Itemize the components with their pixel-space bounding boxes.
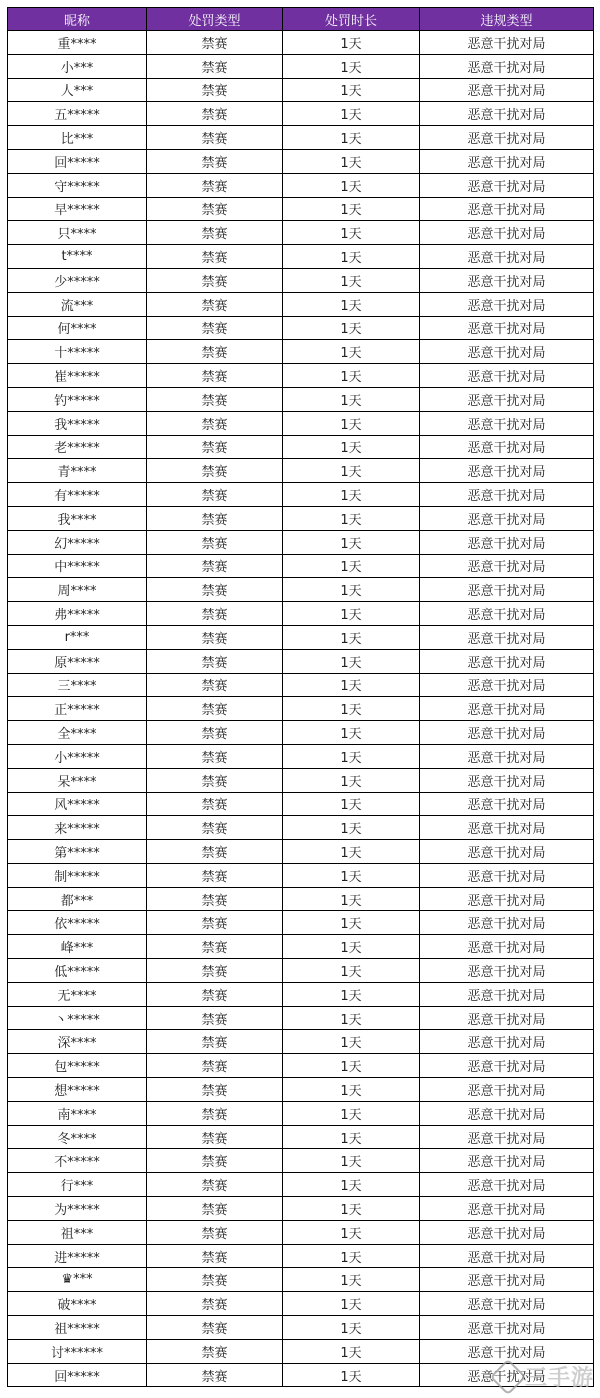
table-row [8, 768, 594, 792]
cell-penalty-duration: 1天 [283, 340, 420, 364]
cell-nickname: 周**** [8, 578, 147, 602]
cell-nickname: t**** [8, 245, 147, 269]
cell-penalty-duration: 1天 [283, 1339, 420, 1363]
cell-penalty-duration: 1天 [283, 483, 420, 507]
cell-penalty-type: 禁赛 [147, 102, 283, 126]
cell-nickname: 制***** [8, 863, 147, 887]
cell-violation-type: 恶意干扰对局 [420, 1220, 594, 1244]
cell-violation-type: 恶意干扰对局 [420, 364, 594, 388]
cell-nickname: 五***** [8, 102, 147, 126]
cell-violation-type: 恶意干扰对局 [420, 602, 594, 626]
cell-penalty-duration: 1天 [283, 54, 420, 78]
cell-violation-type: 恶意干扰对局 [420, 1101, 594, 1125]
cell-penalty-type: 禁赛 [147, 1363, 283, 1387]
table-row [8, 1268, 594, 1292]
table-row [8, 340, 594, 364]
cell-violation-type: 恶意干扰对局 [420, 1149, 594, 1173]
table-row [8, 697, 594, 721]
cell-violation-type: 恶意干扰对局 [420, 411, 594, 435]
cell-violation-type: 恶意干扰对局 [420, 840, 594, 864]
table-row [8, 649, 594, 673]
cell-nickname: 小***** [8, 744, 147, 768]
table-row [8, 221, 594, 245]
table-row [8, 1197, 594, 1221]
cell-penalty-type: 禁赛 [147, 1220, 283, 1244]
cell-violation-type: 恶意干扰对局 [420, 697, 594, 721]
cell-violation-type: 恶意干扰对局 [420, 197, 594, 221]
cell-penalty-duration: 1天 [283, 625, 420, 649]
cell-penalty-duration: 1天 [283, 1006, 420, 1030]
cell-penalty-type: 禁赛 [147, 792, 283, 816]
cell-violation-type: 恶意干扰对局 [420, 792, 594, 816]
cell-penalty-duration: 1天 [283, 1292, 420, 1316]
cell-nickname: 丶***** [8, 1006, 147, 1030]
cell-penalty-duration: 1天 [283, 1220, 420, 1244]
cell-penalty-duration: 1天 [283, 126, 420, 150]
cell-violation-type: 恶意干扰对局 [420, 221, 594, 245]
cell-violation-type: 恶意干扰对局 [420, 387, 594, 411]
cell-nickname: 我**** [8, 506, 147, 530]
cell-penalty-duration: 1天 [283, 554, 420, 578]
cell-nickname: 中***** [8, 554, 147, 578]
table-row [8, 1220, 594, 1244]
cell-nickname: 包***** [8, 1054, 147, 1078]
cell-nickname: 只**** [8, 221, 147, 245]
cell-penalty-duration: 1天 [283, 1125, 420, 1149]
table-row [8, 792, 594, 816]
cell-penalty-duration: 1天 [283, 149, 420, 173]
cell-violation-type: 恶意干扰对局 [420, 173, 594, 197]
cell-penalty-duration: 1天 [283, 578, 420, 602]
cell-penalty-type: 禁赛 [147, 1316, 283, 1340]
cell-nickname: 破**** [8, 1292, 147, 1316]
cell-nickname: 青**** [8, 459, 147, 483]
cell-penalty-type: 禁赛 [147, 1030, 283, 1054]
table-row [8, 126, 594, 150]
table-row [8, 911, 594, 935]
cell-penalty-type: 禁赛 [147, 1149, 283, 1173]
cell-penalty-type: 禁赛 [147, 768, 283, 792]
cell-penalty-duration: 1天 [283, 102, 420, 126]
cell-nickname: 第***** [8, 840, 147, 864]
cell-violation-type: 恶意干扰对局 [420, 1125, 594, 1149]
cell-penalty-type: 禁赛 [147, 530, 283, 554]
cell-penalty-duration: 1天 [283, 602, 420, 626]
cell-penalty-duration: 1天 [283, 245, 420, 269]
cell-violation-type: 恶意干扰对局 [420, 340, 594, 364]
table-row [8, 78, 594, 102]
cell-nickname: 早***** [8, 197, 147, 221]
cell-penalty-type: 禁赛 [147, 1292, 283, 1316]
cell-penalty-type: 禁赛 [147, 1101, 283, 1125]
cell-violation-type: 恶意干扰对局 [420, 625, 594, 649]
table-row [8, 816, 594, 840]
cell-penalty-duration: 1天 [283, 887, 420, 911]
table-row [8, 387, 594, 411]
cell-violation-type: 恶意干扰对局 [420, 1316, 594, 1340]
table-row [8, 982, 594, 1006]
cell-violation-type: 恶意干扰对局 [420, 102, 594, 126]
cell-nickname: 何**** [8, 316, 147, 340]
table-row [8, 245, 594, 269]
cell-violation-type: 恶意干扰对局 [420, 1054, 594, 1078]
table-row [8, 840, 594, 864]
cell-penalty-duration: 1天 [283, 364, 420, 388]
cell-penalty-duration: 1天 [283, 959, 420, 983]
cell-nickname: 崔***** [8, 364, 147, 388]
table-row [8, 863, 594, 887]
table-row [8, 1173, 594, 1197]
cell-nickname: 南**** [8, 1101, 147, 1125]
cell-nickname: 幻***** [8, 530, 147, 554]
cell-penalty-type: 禁赛 [147, 578, 283, 602]
cell-nickname: 钓***** [8, 387, 147, 411]
cell-penalty-duration: 1天 [283, 316, 420, 340]
cell-nickname: 原***** [8, 649, 147, 673]
cell-nickname: 行*** [8, 1173, 147, 1197]
cell-penalty-type: 禁赛 [147, 721, 283, 745]
cell-violation-type: 恶意干扰对局 [420, 1268, 594, 1292]
table-row [8, 1339, 594, 1363]
cell-penalty-duration: 1天 [283, 768, 420, 792]
table-row [8, 364, 594, 388]
cell-penalty-duration: 1天 [283, 173, 420, 197]
cell-penalty-type: 禁赛 [147, 649, 283, 673]
table-row [8, 483, 594, 507]
cell-nickname: 依***** [8, 911, 147, 935]
table-row [8, 149, 594, 173]
cell-nickname: 无**** [8, 982, 147, 1006]
cell-nickname: 十***** [8, 340, 147, 364]
cell-penalty-duration: 1天 [283, 1244, 420, 1268]
table-row [8, 959, 594, 983]
cell-violation-type: 恶意干扰对局 [420, 649, 594, 673]
cell-penalty-type: 禁赛 [147, 126, 283, 150]
table-row [8, 1078, 594, 1102]
cell-penalty-type: 禁赛 [147, 697, 283, 721]
cell-nickname: 少***** [8, 268, 147, 292]
cell-penalty-type: 禁赛 [147, 602, 283, 626]
cell-violation-type: 恶意干扰对局 [420, 506, 594, 530]
header-penalty-type: 处罚类型 [147, 8, 283, 31]
table-row [8, 1054, 594, 1078]
table-row [8, 1125, 594, 1149]
cell-penalty-type: 禁赛 [147, 364, 283, 388]
table-row [8, 1030, 594, 1054]
cell-penalty-type: 禁赛 [147, 959, 283, 983]
cell-violation-type: 恶意干扰对局 [420, 1197, 594, 1221]
cell-nickname: 呆**** [8, 768, 147, 792]
cell-penalty-type: 禁赛 [147, 625, 283, 649]
cell-violation-type: 恶意干扰对局 [420, 744, 594, 768]
cell-violation-type: 恶意干扰对局 [420, 982, 594, 1006]
cell-penalty-duration: 1天 [283, 78, 420, 102]
table-row [8, 173, 594, 197]
cell-penalty-duration: 1天 [283, 673, 420, 697]
cell-penalty-duration: 1天 [283, 435, 420, 459]
cell-penalty-type: 禁赛 [147, 173, 283, 197]
table-row [8, 887, 594, 911]
cell-penalty-type: 禁赛 [147, 78, 283, 102]
cell-penalty-type: 禁赛 [147, 197, 283, 221]
cell-penalty-duration: 1天 [283, 935, 420, 959]
cell-penalty-duration: 1天 [283, 744, 420, 768]
cell-penalty-duration: 1天 [283, 1173, 420, 1197]
cell-nickname: 祖*** [8, 1220, 147, 1244]
cell-nickname: 回***** [8, 1363, 147, 1387]
cell-nickname: r*** [8, 625, 147, 649]
cell-nickname: 弗***** [8, 602, 147, 626]
cell-penalty-type: 禁赛 [147, 887, 283, 911]
cell-violation-type: 恶意干扰对局 [420, 31, 594, 55]
cell-penalty-type: 禁赛 [147, 268, 283, 292]
table-row [8, 316, 594, 340]
cell-nickname: 重**** [8, 31, 147, 55]
cell-violation-type: 恶意干扰对局 [420, 554, 594, 578]
cell-violation-type: 恶意干扰对局 [420, 1292, 594, 1316]
table-row [8, 292, 594, 316]
cell-nickname: 祖***** [8, 1316, 147, 1340]
cell-violation-type: 恶意干扰对局 [420, 316, 594, 340]
cell-penalty-type: 禁赛 [147, 935, 283, 959]
header-violation-type: 违规类型 [420, 8, 594, 31]
cell-violation-type: 恶意干扰对局 [420, 126, 594, 150]
cell-penalty-duration: 1天 [283, 292, 420, 316]
cell-violation-type: 恶意干扰对局 [420, 721, 594, 745]
cell-penalty-type: 禁赛 [147, 744, 283, 768]
table-row [8, 744, 594, 768]
cell-penalty-type: 禁赛 [147, 982, 283, 1006]
table-row [8, 1149, 594, 1173]
penalty-table [7, 7, 594, 1387]
cell-penalty-type: 禁赛 [147, 387, 283, 411]
cell-violation-type: 恶意干扰对局 [420, 1339, 594, 1363]
cell-penalty-type: 禁赛 [147, 149, 283, 173]
cell-penalty-duration: 1天 [283, 982, 420, 1006]
cell-penalty-type: 禁赛 [147, 1125, 283, 1149]
cell-nickname: 低***** [8, 959, 147, 983]
cell-penalty-type: 禁赛 [147, 316, 283, 340]
cell-penalty-type: 禁赛 [147, 245, 283, 269]
cell-nickname: 都*** [8, 887, 147, 911]
table-row [8, 625, 594, 649]
cell-violation-type: 恶意干扰对局 [420, 1173, 594, 1197]
watermark [495, 1361, 594, 1392]
cell-penalty-type: 禁赛 [147, 816, 283, 840]
table-row [8, 1101, 594, 1125]
cell-violation-type: 恶意干扰对局 [420, 149, 594, 173]
cell-nickname: 我***** [8, 411, 147, 435]
cell-violation-type: 恶意干扰对局 [420, 768, 594, 792]
cell-nickname: 峰*** [8, 935, 147, 959]
cell-penalty-type: 禁赛 [147, 340, 283, 364]
cell-penalty-duration: 1天 [283, 1101, 420, 1125]
table-row [8, 54, 594, 78]
table-body [8, 31, 594, 1387]
cell-violation-type: 恶意干扰对局 [420, 816, 594, 840]
table-row [8, 602, 594, 626]
table-row [8, 435, 594, 459]
cell-penalty-duration: 1天 [283, 1197, 420, 1221]
table-row [8, 530, 594, 554]
cell-penalty-duration: 1天 [283, 649, 420, 673]
table-row [8, 268, 594, 292]
cell-penalty-type: 禁赛 [147, 292, 283, 316]
table-row [8, 578, 594, 602]
table-row [8, 721, 594, 745]
cell-nickname: 正***** [8, 697, 147, 721]
cell-penalty-type: 禁赛 [147, 911, 283, 935]
table-row [8, 1244, 594, 1268]
cell-violation-type: 恶意干扰对局 [420, 245, 594, 269]
cell-penalty-duration: 1天 [283, 268, 420, 292]
cell-nickname: 全**** [8, 721, 147, 745]
cell-violation-type: 恶意干扰对局 [420, 483, 594, 507]
cell-penalty-type: 禁赛 [147, 483, 283, 507]
cell-penalty-duration: 1天 [283, 911, 420, 935]
logo-icon [490, 1358, 527, 1395]
table-row [8, 554, 594, 578]
cell-penalty-type: 禁赛 [147, 411, 283, 435]
cell-penalty-duration: 1天 [283, 1030, 420, 1054]
cell-nickname: 不***** [8, 1149, 147, 1173]
cell-violation-type: 恶意干扰对局 [420, 1006, 594, 1030]
cell-violation-type: 恶意干扰对局 [420, 459, 594, 483]
cell-violation-type: 恶意干扰对局 [420, 911, 594, 935]
cell-penalty-duration: 1天 [283, 411, 420, 435]
cell-penalty-duration: 1天 [283, 816, 420, 840]
cell-violation-type: 恶意干扰对局 [420, 268, 594, 292]
cell-nickname: 深**** [8, 1030, 147, 1054]
cell-penalty-duration: 1天 [283, 221, 420, 245]
cell-violation-type: 恶意干扰对局 [420, 530, 594, 554]
cell-penalty-type: 禁赛 [147, 54, 283, 78]
table-header [8, 8, 594, 31]
header-row [8, 8, 594, 31]
cell-nickname: 守***** [8, 173, 147, 197]
cell-nickname: 流*** [8, 292, 147, 316]
cell-nickname: ♛*** [8, 1268, 147, 1292]
header-penalty-duration: 处罚时长 [283, 8, 420, 31]
cell-penalty-type: 禁赛 [147, 459, 283, 483]
cell-penalty-duration: 1天 [283, 530, 420, 554]
cell-penalty-duration: 1天 [283, 721, 420, 745]
cell-penalty-duration: 1天 [283, 387, 420, 411]
cell-penalty-type: 禁赛 [147, 221, 283, 245]
cell-violation-type: 恶意干扰对局 [420, 935, 594, 959]
cell-violation-type: 恶意干扰对局 [420, 1244, 594, 1268]
table-row [8, 102, 594, 126]
cell-penalty-type: 禁赛 [147, 1268, 283, 1292]
watermark-text: 三手游 [524, 1366, 594, 1391]
cell-penalty-type: 禁赛 [147, 31, 283, 55]
table-row [8, 673, 594, 697]
cell-penalty-type: 禁赛 [147, 673, 283, 697]
cell-violation-type: 恶意干扰对局 [420, 435, 594, 459]
cell-penalty-duration: 1天 [283, 459, 420, 483]
cell-violation-type: 恶意干扰对局 [420, 78, 594, 102]
cell-penalty-type: 禁赛 [147, 1197, 283, 1221]
table-row [8, 31, 594, 55]
cell-nickname: 三**** [8, 673, 147, 697]
cell-penalty-duration: 1天 [283, 863, 420, 887]
cell-penalty-duration: 1天 [283, 792, 420, 816]
cell-nickname: 冬**** [8, 1125, 147, 1149]
cell-violation-type: 恶意干扰对局 [420, 1030, 594, 1054]
table-row [8, 1316, 594, 1340]
cell-penalty-duration: 1天 [283, 506, 420, 530]
cell-nickname: 讨****** [8, 1339, 147, 1363]
cell-penalty-duration: 1天 [283, 197, 420, 221]
cell-nickname: 人*** [8, 78, 147, 102]
cell-nickname: 来***** [8, 816, 147, 840]
table-row [8, 459, 594, 483]
cell-penalty-duration: 1天 [283, 1363, 420, 1387]
table-row [8, 506, 594, 530]
cell-penalty-duration: 1天 [283, 1078, 420, 1102]
table-row [8, 935, 594, 959]
cell-nickname: 风***** [8, 792, 147, 816]
cell-penalty-duration: 1天 [283, 1149, 420, 1173]
cell-nickname: 回***** [8, 149, 147, 173]
cell-penalty-type: 禁赛 [147, 1173, 283, 1197]
cell-penalty-type: 禁赛 [147, 435, 283, 459]
cell-nickname: 小*** [8, 54, 147, 78]
cell-nickname: 比*** [8, 126, 147, 150]
cell-penalty-type: 禁赛 [147, 1244, 283, 1268]
cell-violation-type: 恶意干扰对局 [420, 578, 594, 602]
cell-penalty-type: 禁赛 [147, 1054, 283, 1078]
cell-nickname: 进***** [8, 1244, 147, 1268]
cell-violation-type: 恶意干扰对局 [420, 673, 594, 697]
cell-penalty-type: 禁赛 [147, 1006, 283, 1030]
cell-penalty-type: 禁赛 [147, 1339, 283, 1363]
cell-violation-type: 恶意干扰对局 [420, 959, 594, 983]
cell-violation-type: 恶意干扰对局 [420, 887, 594, 911]
cell-nickname: 有***** [8, 483, 147, 507]
cell-penalty-duration: 1天 [283, 1268, 420, 1292]
table-row [8, 411, 594, 435]
cell-penalty-type: 禁赛 [147, 1078, 283, 1102]
cell-nickname: 想***** [8, 1078, 147, 1102]
cell-violation-type: 恶意干扰对局 [420, 292, 594, 316]
cell-penalty-duration: 1天 [283, 697, 420, 721]
cell-violation-type: 恶意干扰对局 [420, 1078, 594, 1102]
cell-violation-type: 恶意干扰对局 [420, 1363, 594, 1387]
cell-penalty-type: 禁赛 [147, 863, 283, 887]
table-row [8, 197, 594, 221]
cell-penalty-duration: 1天 [283, 31, 420, 55]
cell-violation-type: 恶意干扰对局 [420, 54, 594, 78]
cell-penalty-duration: 1天 [283, 1054, 420, 1078]
cell-penalty-type: 禁赛 [147, 506, 283, 530]
table-row [8, 1006, 594, 1030]
cell-penalty-type: 禁赛 [147, 554, 283, 578]
cell-nickname: 老***** [8, 435, 147, 459]
header-nickname: 昵称 [8, 8, 147, 31]
cell-penalty-type: 禁赛 [147, 840, 283, 864]
table-row [8, 1292, 594, 1316]
cell-penalty-duration: 1天 [283, 1316, 420, 1340]
cell-violation-type: 恶意干扰对局 [420, 863, 594, 887]
cell-penalty-duration: 1天 [283, 840, 420, 864]
cell-nickname: 为***** [8, 1197, 147, 1221]
